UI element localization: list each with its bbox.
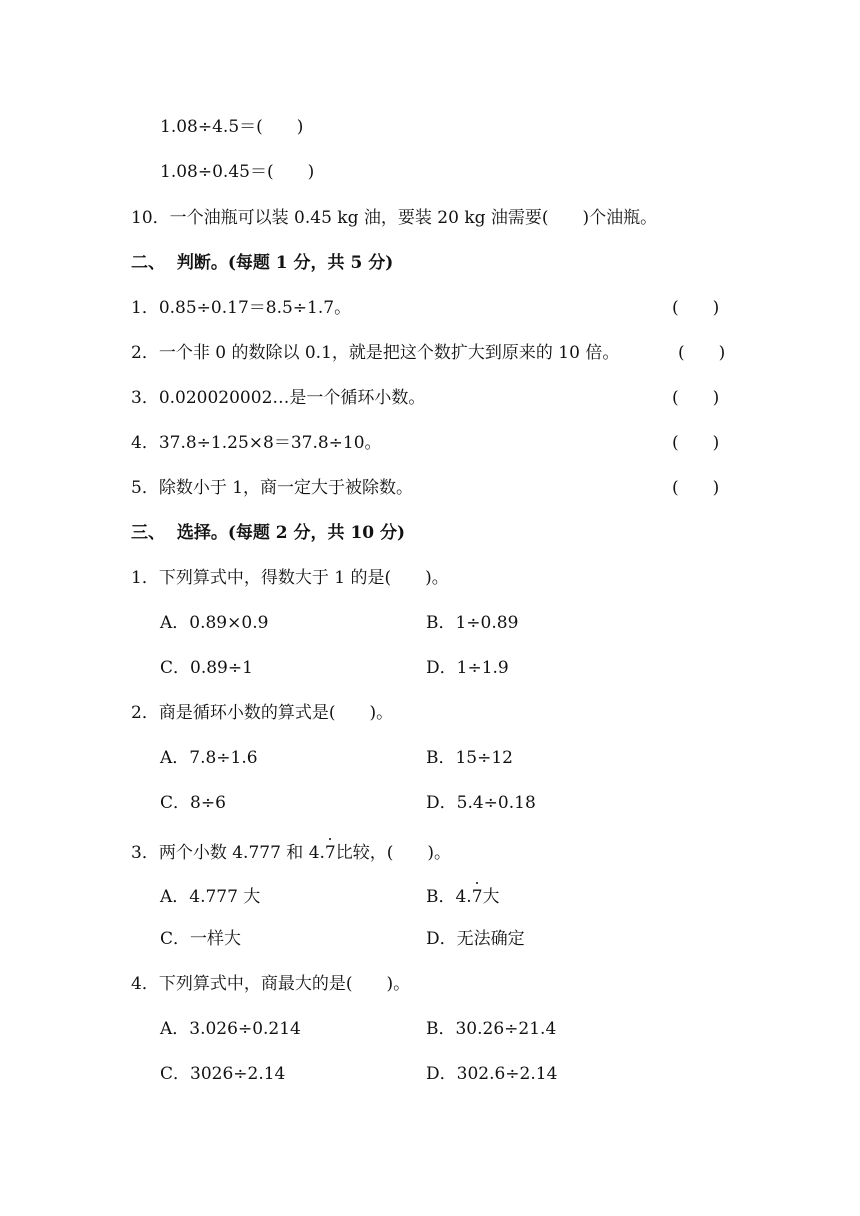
q3-stem-pre: 3．两个小数 4.777 和 4.: [131, 843, 325, 863]
q2-option-c: C．8÷6: [160, 793, 226, 813]
judge-item-3-paren: ( ): [672, 388, 720, 408]
q3-option-b: [426, 886, 500, 908]
q3-option-b-pre: B．4.: [426, 887, 472, 907]
section-2-header: 二、 判断。(每题 1 分，共 5 分): [131, 253, 394, 273]
judge-item-2: 2．一个非 0 的数除以 0.1，就是把这个数扩大到原来的 10 倍。: [131, 343, 620, 363]
q3-stem-post: 比较，( )。: [335, 843, 452, 863]
q3-option-b-post: 大: [482, 887, 500, 907]
judge-item-5-paren: ( ): [672, 478, 720, 498]
q3-option-c: C．一样大: [160, 929, 242, 949]
choice-question-2: 2．商是循环小数的算式是( )。: [131, 703, 394, 723]
q4-option-a: A．3.026÷0.214: [160, 1019, 301, 1039]
q3-option-a: A．4.777 大: [160, 887, 261, 907]
q4-option-d: D．302.6÷2.14: [426, 1064, 558, 1084]
choice-question-3: [131, 842, 451, 864]
q3-option-d: D．无法确定: [426, 929, 525, 949]
judge-item-2-paren: ( ): [678, 343, 726, 363]
repeating-digit: 7: [471, 887, 483, 907]
q2-option-d: D．5.4÷0.18: [426, 793, 536, 813]
q1-option-c: C．0.89÷1: [160, 658, 253, 678]
equation-1: 1.08÷4.5＝( ): [160, 117, 304, 137]
judge-item-4-paren: ( ): [672, 433, 720, 453]
judge-item-1: 1．0.85÷0.17＝8.5÷1.7。: [131, 298, 352, 318]
choice-question-1: 1．下列算式中，得数大于 1 的是( )。: [131, 568, 449, 588]
equation-2: 1.08÷0.45＝( ): [160, 162, 315, 182]
judge-item-1-paren: ( ): [672, 298, 720, 318]
q4-option-c: C．3026÷2.14: [160, 1064, 286, 1084]
section-3-header: 三、 选择。(每题 2 分，共 10 分): [131, 523, 406, 543]
q1-option-d: D．1÷1.9: [426, 658, 509, 678]
q2-option-b: B．15÷12: [426, 748, 514, 768]
choice-question-4: 4．下列算式中，商最大的是( )。: [131, 974, 411, 994]
question-10: 10．一个油瓶可以装 0.45 kg 油，要装 20 kg 油需要( )个油瓶。: [131, 208, 658, 228]
q1-option-a: A．0.89×0.9: [160, 613, 269, 633]
judge-item-3: 3．0.020020002…是一个循环小数。: [131, 388, 426, 408]
repeating-digit: 7: [324, 843, 336, 863]
q4-option-b: B．30.26÷21.4: [426, 1019, 557, 1039]
q2-option-a: A．7.8÷1.6: [160, 748, 258, 768]
q1-option-b: B．1÷0.89: [426, 613, 519, 633]
judge-item-5: 5．除数小于 1，商一定大于被除数。: [131, 478, 414, 498]
judge-item-4: 4．37.8÷1.25×8＝37.8÷10。: [131, 433, 382, 453]
